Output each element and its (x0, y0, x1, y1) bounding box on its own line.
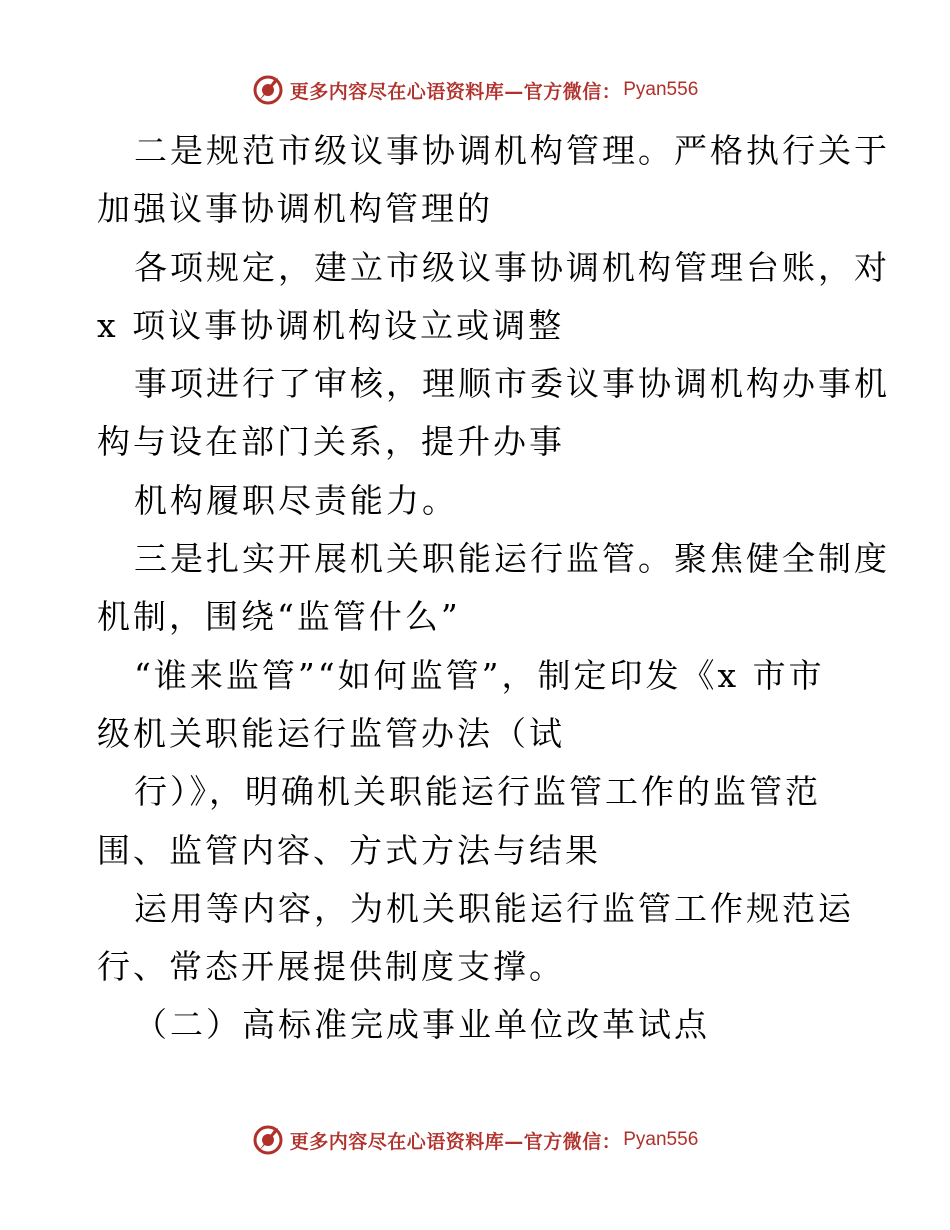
paragraph-line: 构与设在部门关系，提升办事 (97, 422, 565, 462)
paragraph-line: 行、常态开展提供制度支撑。 (97, 947, 565, 987)
quill-badge-icon (252, 1124, 284, 1156)
paragraph-line: x 项议事协调机构设立或调整 (97, 305, 565, 345)
quill-badge-icon (252, 74, 284, 106)
paragraph-line: 二是规范市级议事协调机构管理。严格执行关于 (134, 131, 890, 170)
paragraph-line: 加强议事协调机构管理的 (97, 189, 493, 229)
paragraph-line: 级机关职能运行监管办法（试 (97, 713, 565, 753)
paragraph-line: “谁来监管”“如何监管”，制定印发《x 市市 (134, 655, 825, 695)
paragraph-line: 各项规定，建立市级议事协调机构管理台账，对 (134, 247, 890, 287)
section-heading: （二）高标准完成事业单位改革试点 (134, 1005, 710, 1045)
watermark-text: 更多内容尽在心语资料库—官方微信： (289, 1130, 622, 1153)
paragraph-line: 运用等内容，为机关职能运行监管工作规范运 (134, 888, 854, 928)
watermark-id: Pyan556 (623, 1129, 699, 1150)
paragraph-line: 机制，围绕“监管什么” (97, 597, 461, 637)
watermark-text: 更多内容尽在心语资料库—官方微信： (289, 80, 622, 103)
paragraph-line: 机构履职尽责能力。 (134, 480, 458, 520)
watermark-id: Pyan556 (623, 79, 699, 100)
paragraph-line: 行）》，明确机关职能运行监管工作的监管范 (134, 772, 821, 812)
watermark-header (0, 70, 950, 110)
document-body (97, 122, 890, 1055)
paragraph-line: 围、监管内容、方式方法与结果 (97, 830, 601, 870)
paragraph-line: 事项进行了审核，理顺市委议事协调机构办事机 (134, 364, 890, 404)
paragraph-line: 三是扎实开展机关职能运行监管。聚焦健全制度 (134, 539, 890, 579)
watermark-footer (0, 1120, 950, 1160)
